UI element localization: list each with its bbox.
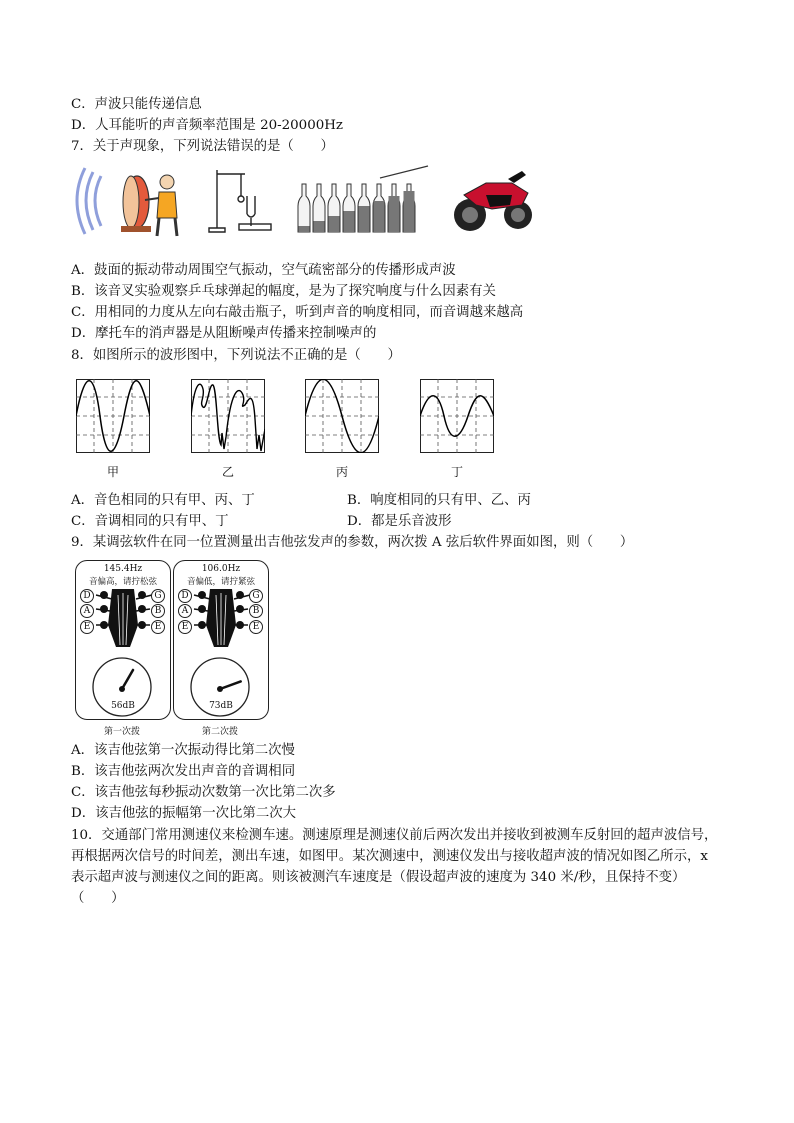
- bottles-row-image: [296, 164, 432, 236]
- tuner-hint: 音偏高，请拧松弦: [88, 577, 157, 587]
- peg-label: E: [178, 620, 192, 634]
- q8-option-a: A．音色相同的只有甲、丙、丁: [71, 493, 255, 508]
- peg-label: E: [80, 620, 94, 634]
- waveform-bing: [305, 379, 379, 453]
- q8-stem: 8．如图所示的波形图中，下列说法不正确的是（ ）: [71, 348, 401, 363]
- q9-option-a: A．该吉他弦第一次振动得比第二次慢: [71, 743, 295, 758]
- tuner-caption-first: 第一次拨: [103, 727, 140, 737]
- tuner-hint: 音偏低，请拧紧弦: [186, 577, 255, 587]
- tuning-fork-stand-image: [205, 166, 275, 236]
- q8-option-b: B．响度相同的只有甲、乙、丙: [347, 493, 531, 508]
- bottle-water: [389, 196, 400, 232]
- q9-option-d: D．该吉他弦的振幅第一次比第二次大: [71, 806, 296, 821]
- q7-option-d: D．摩托车的消声器是从阻断噪声传播来控制噪声的: [71, 326, 377, 341]
- q7-stem: 7．关于声现象，下列说法错误的是（ ）: [71, 139, 334, 154]
- waveform-jia: [76, 379, 150, 453]
- bottle-water: [314, 221, 325, 232]
- drum-player-image: [71, 162, 183, 238]
- bottle-water: [344, 211, 355, 232]
- q7-option-c: C．用相同的力度从左向右敲击瓶子，听到声音的响度相同，而音调越来越高: [71, 305, 524, 320]
- peg-label: D: [80, 589, 94, 603]
- q9-option-b: B．该吉他弦两次发出声音的音调相同: [71, 764, 296, 779]
- waveform-label-yi: 乙: [221, 465, 234, 479]
- peg-label: A: [80, 604, 94, 618]
- bottle-water: [329, 216, 340, 232]
- bottle-water: [404, 191, 415, 232]
- q7-option-b: B．该音叉实验观察乒乓球弹起的幅度，是为了探究响度与什么因素有关: [71, 284, 496, 299]
- peg-label: D: [178, 589, 192, 603]
- waveform-label-ding: 丁: [450, 465, 463, 479]
- q10-stem: 10．交通部门常用测速仪来检测车速。测速原理是测速仪前后两次发出并接收到被测车反射回的超声波信号，再根据两次信号的时间差，测出车速，如图甲。某次测速中，测速仪发出与接收超声波的情况如图乙所示，x 表示超声波与测速仪之间的距离。则该被测汽车速度是（假设超声波的速度为 340 米/秒，且保持不变）（ ）: [71, 828, 718, 906]
- q8-option-d: D．都是乐音波形: [347, 514, 452, 529]
- bottle-icon: [298, 184, 310, 232]
- q9-option-c: C．该吉他弦每秒振动次数第一次比第二次多: [71, 785, 336, 800]
- peg-label: B: [151, 604, 165, 618]
- peg-label: E: [249, 620, 263, 634]
- tuner-decibel: 56dB: [111, 701, 135, 711]
- q7-option-a: A．鼓面的振动带动周围空气振动，空气疏密部分的传播形成声波: [71, 263, 456, 278]
- tuner-panel-first: [75, 560, 171, 720]
- motorcycle-image: [452, 165, 532, 237]
- q9-stem: 9．某调弦软件在同一位置测量出吉他弦发声的参数，两次拨 A 弦后软件界面如图，则（ ）: [71, 535, 634, 550]
- waveform-label-bing: 丙: [335, 465, 348, 479]
- tuner-frequency: 145.4Hz: [103, 564, 143, 574]
- peg-label: B: [249, 604, 263, 618]
- waveform-yi: [191, 379, 265, 453]
- peg-label: A: [178, 604, 192, 618]
- q8-option-c: C．音调相同的只有甲、丁: [71, 514, 229, 529]
- bottle-water: [374, 201, 385, 232]
- bottle-water: [359, 206, 370, 232]
- peg-label: G: [249, 589, 263, 603]
- tuner-frequency: 106.0Hz: [201, 564, 241, 574]
- q6-option-d: D．人耳能听的声音频率范围是 20-20000Hz: [71, 118, 343, 133]
- tuner-caption-second: 第二次拨: [201, 727, 238, 737]
- peg-label: E: [151, 620, 165, 634]
- q6-option-c: C．声波只能传递信息: [71, 97, 202, 112]
- tuner-panel-second: [173, 560, 269, 720]
- peg-label: G: [151, 589, 165, 603]
- waveform-label-jia: 甲: [106, 465, 119, 479]
- bottle-water: [299, 226, 310, 232]
- tuner-decibel: 73dB: [209, 701, 233, 711]
- waveform-ding: [420, 379, 494, 453]
